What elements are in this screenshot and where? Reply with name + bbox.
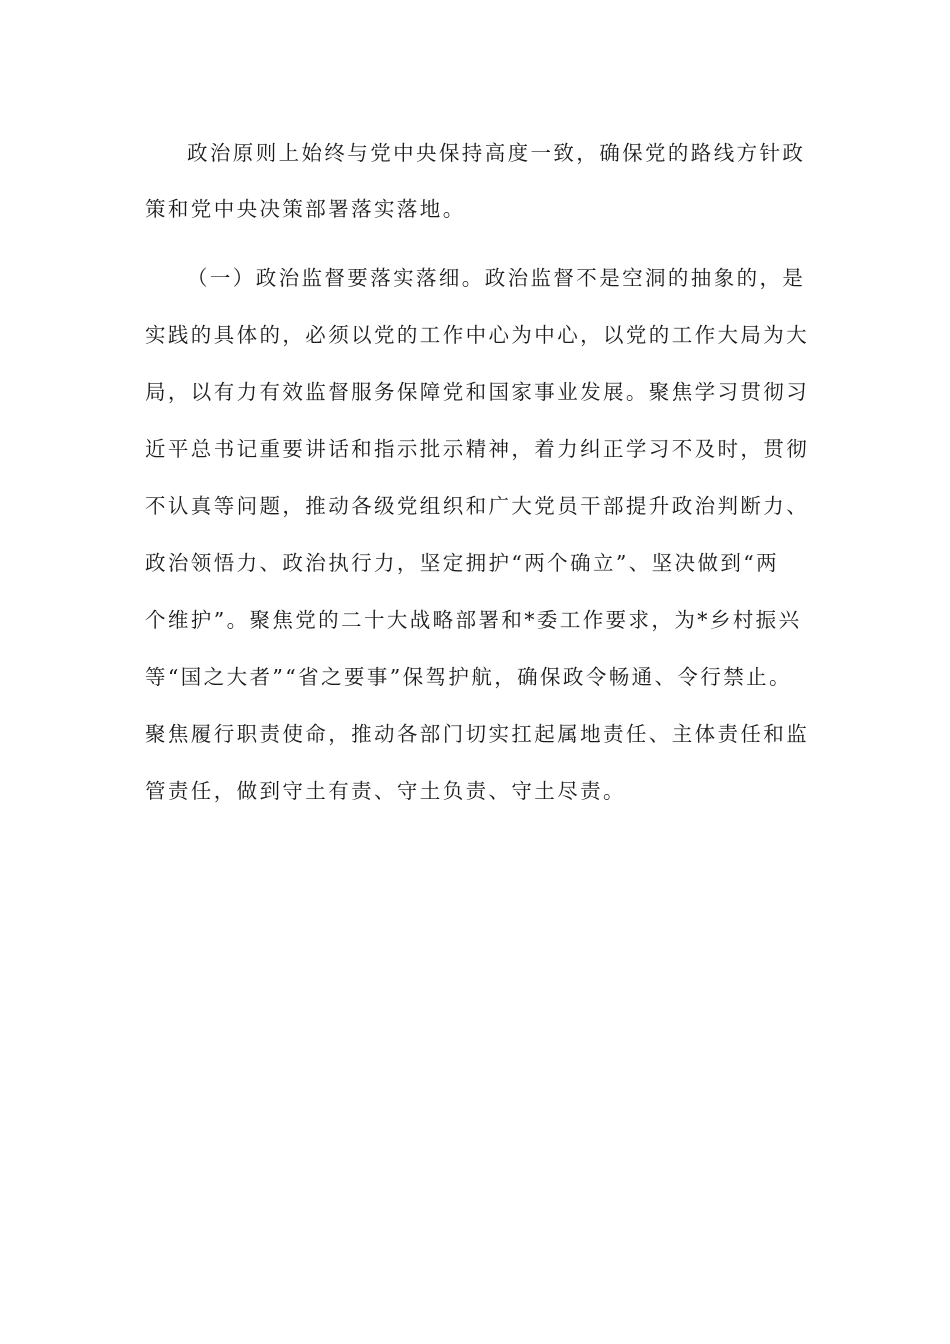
paragraph-2-line-8: 等“国之大者”“省之要事”保驾护航，确保政令畅通、令行禁止。 bbox=[145, 665, 792, 689]
paragraph-2-line-1: （一）政治监督要落实落细。政治监督不是空洞的抽象的，是 bbox=[187, 266, 806, 290]
paragraph-1-line-2: 策和党中央决策部署落实落地。 bbox=[145, 197, 466, 221]
paragraph-2-line-2: 实践的具体的，必须以党的工作中心为中心，以党的工作大局为大 bbox=[145, 323, 810, 347]
paragraph-2-line-7: 个维护”。聚焦党的二十大战略部署和*委工作要求，为*乡村振兴 bbox=[145, 608, 802, 632]
paragraph-2-line-3: 局，以有力有效监督服务保障党和国家事业发展。聚焦学习贯彻习 bbox=[145, 380, 810, 404]
paragraph-2-line-9: 聚焦履行职责使命，推动各部门切实扛起属地责任、主体责任和监 bbox=[145, 722, 810, 746]
paragraph-2-line-6: 政治领悟力、政治执行力，坚定拥护“两个确立”、坚决做到“两 bbox=[145, 551, 780, 575]
paragraph-1-line-1: 政治原则上始终与党中央保持高度一致，确保党的路线方针政 bbox=[187, 141, 806, 165]
paragraph-2-line-5: 不认真等问题，推动各级党组织和广大党员干部提升政治判断力、 bbox=[145, 494, 810, 518]
paragraph-2-line-4: 近平总书记重要讲话和指示批示精神，着力纠正学习不及时，贯彻 bbox=[145, 437, 810, 461]
paragraph-2-line-10: 管责任，做到守土有责、守土负责、守土尽责。 bbox=[145, 779, 626, 803]
